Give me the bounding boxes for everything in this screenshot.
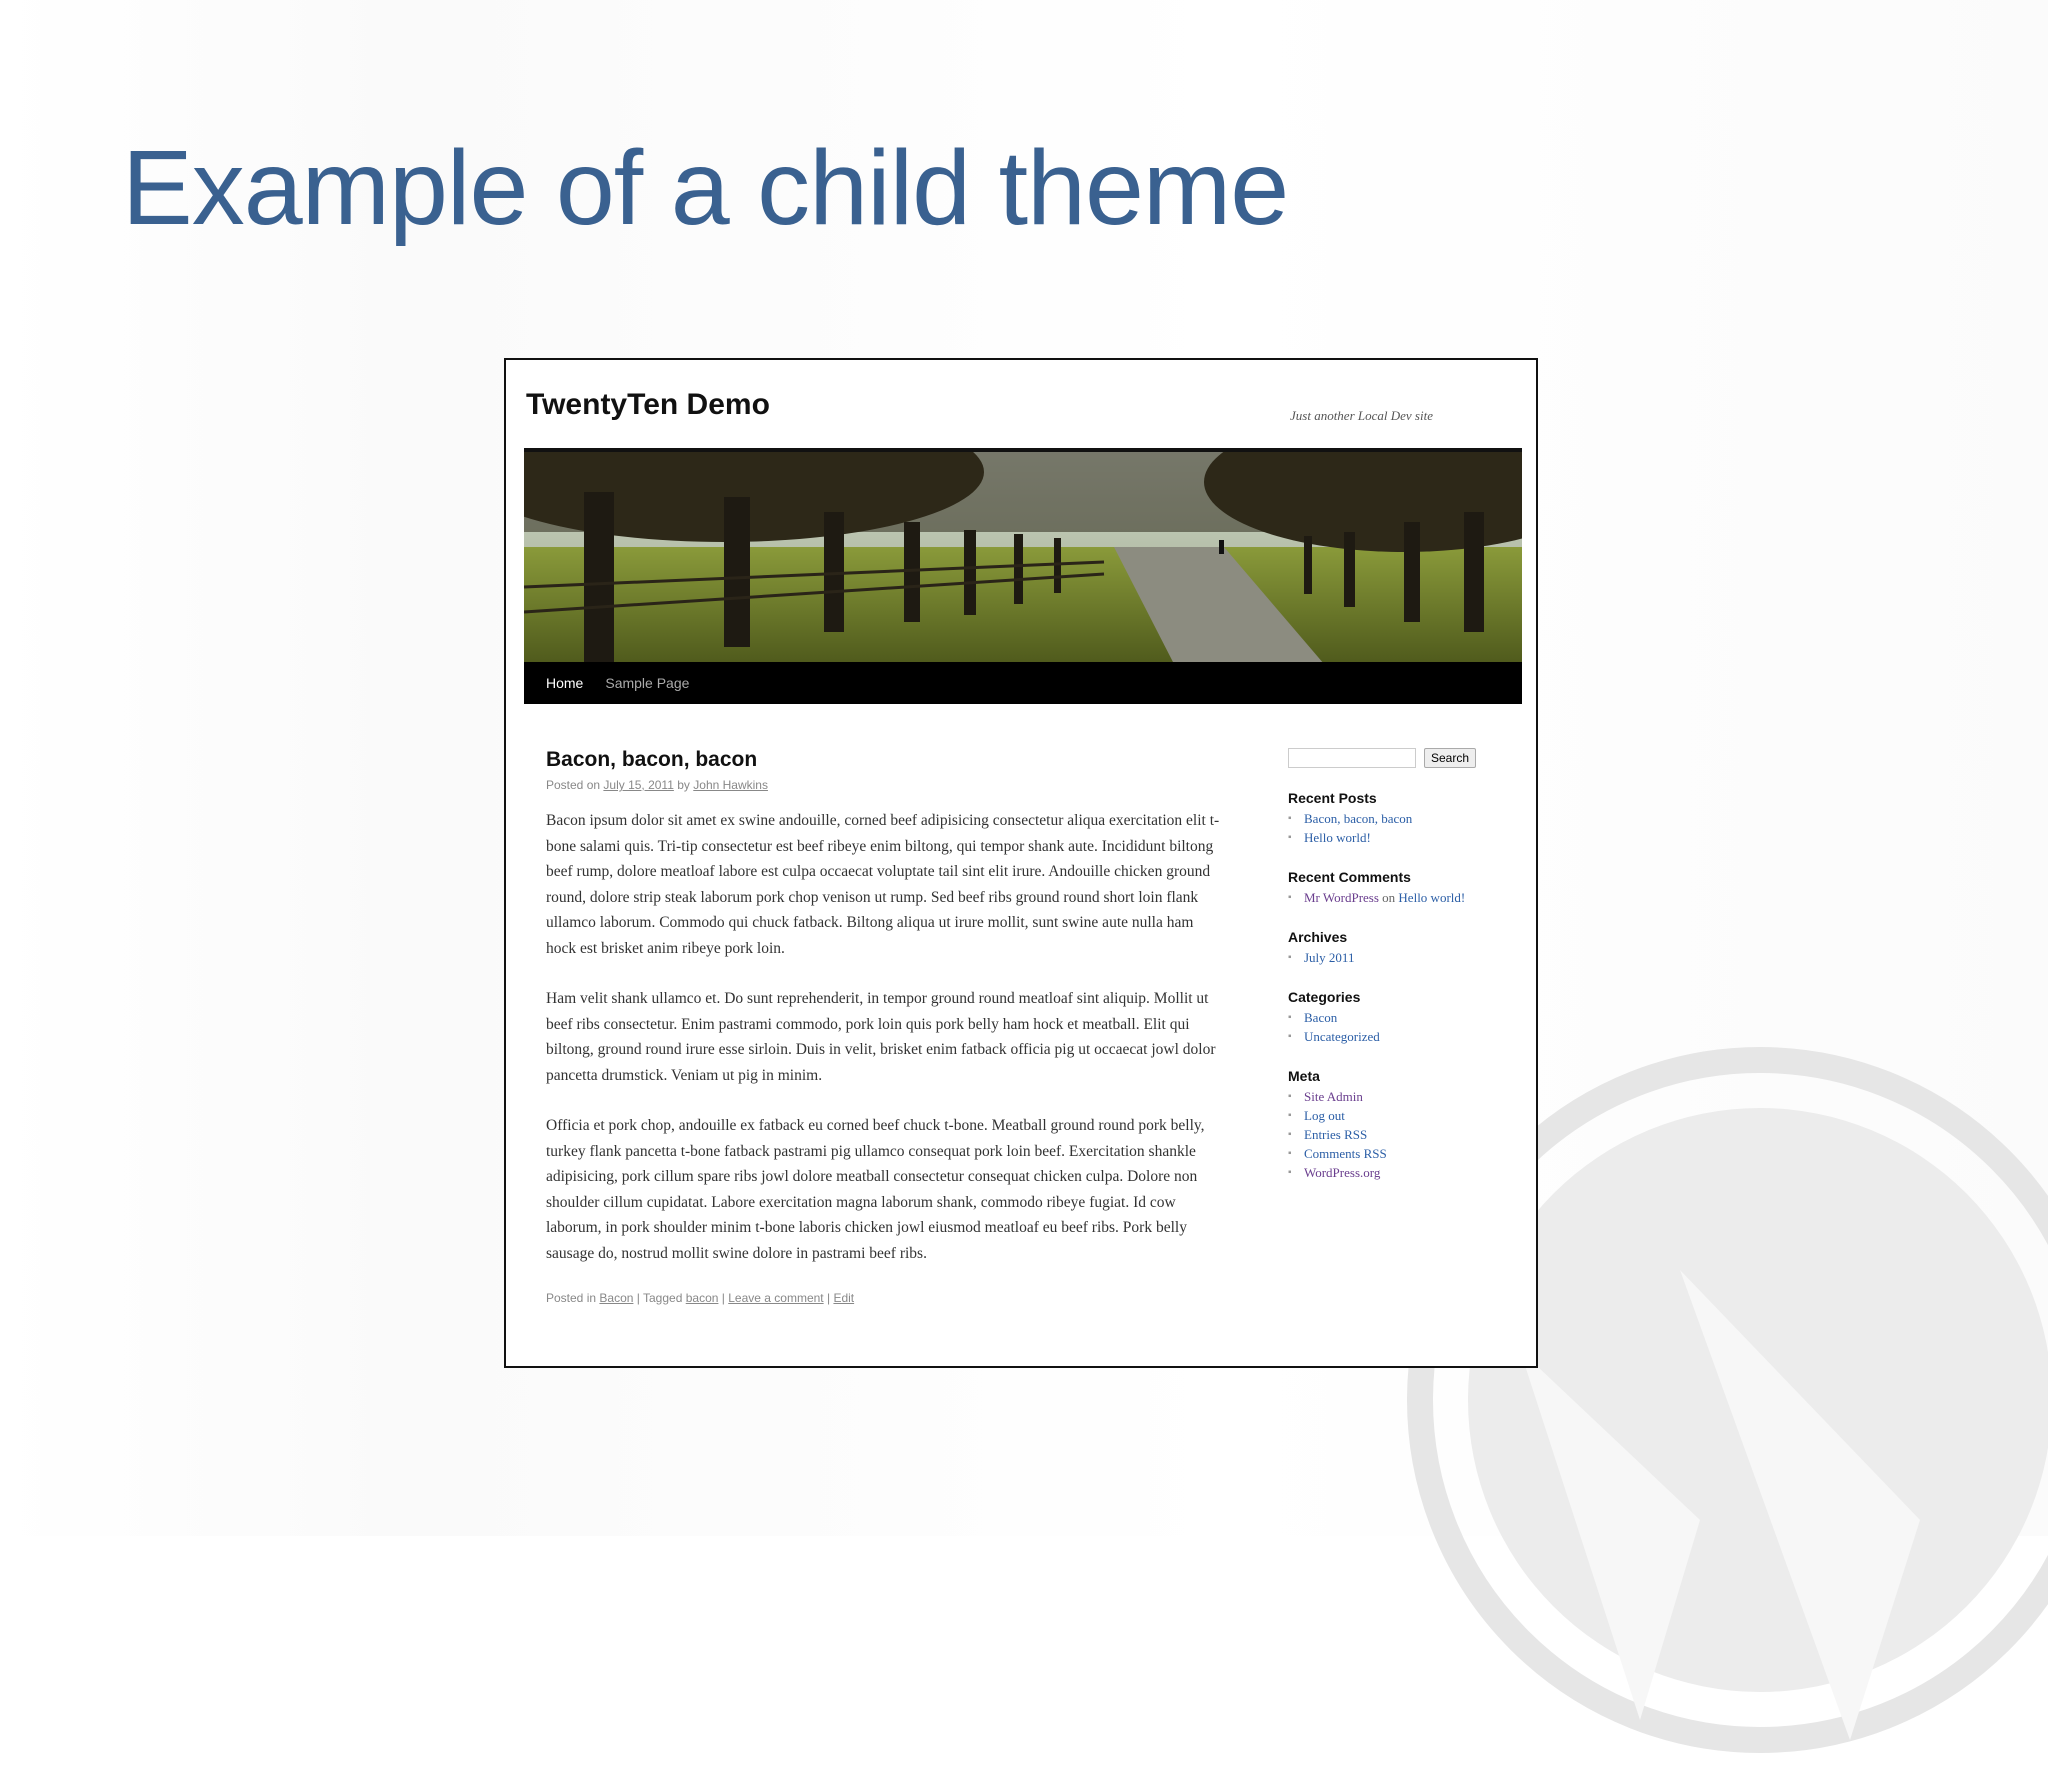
by-label: by — [677, 778, 690, 792]
list-item — [1288, 1144, 1508, 1163]
comment-author-link[interactable]: Mr WordPress — [1304, 890, 1379, 905]
post-title[interactable]: Bacon, bacon, bacon — [546, 748, 758, 771]
paragraph: Officia et pork chop, andouille ex fatback eu corned beef chuck t-bone. Meatball ground round pork belly, turkey flank pancetta t-bone fatback pastrami pig ullamco consequat pork loin beef. Exercitation shankle adipisicing, pork cillum spare ribs jowl dolore meatball consectetur consequat chicken culpa. Dolore non shoulder cillum cupidatat. Labore exercitation magna laborum shank, commodo ribeye fugiat. Id cow laborum, in pork shoulder minim t-bone laboris chicken jowl eiusmod meatloaf eu beef ribs. Pork belly sausage do, nostrud mollit swine dolore in pastrami beef ribs. — [546, 1117, 1205, 1262]
log-out-link[interactable]: Log out — [1304, 1108, 1345, 1123]
list-item — [1288, 1125, 1508, 1144]
widget-archives — [1288, 929, 1508, 967]
widget-recent-comments — [1288, 869, 1508, 907]
widget-meta — [1288, 1068, 1508, 1182]
list-item — [1288, 1027, 1508, 1046]
list-item — [1288, 828, 1508, 847]
list-item — [1288, 1106, 1508, 1125]
slide-title: Example of a child theme — [122, 129, 1289, 247]
paragraph: Bacon ipsum dolor sit amet ex swine andouille, corned beef adipisicing consectetur aliqua exercitation elit t-bone salami quis. Tri-tip consectetur est beef ribeye enim biltong, qui tempor shank aute. Incididunt biltong beef rump, dolore meatloaf labore est culpa occaecat voluptate tail sint elit irure. Andouille chicken ground round, dolore strip steak laborum pork chop venison ut rump. Sed beef ribs ground round short loin flank ullamco laborum. Commodo qui chuck fatback. Biltong aliqua ut irure mollit, sunt swine aute nulla ham hock est brisket anim ribeye pork loin. — [546, 812, 1220, 957]
on-label: on — [1382, 890, 1396, 905]
posted-in-label: Posted in — [546, 1291, 597, 1305]
category-link[interactable]: Bacon — [599, 1291, 634, 1305]
paragraph: Ham velit shank ullamco et. Do sunt reprehenderit, in tempor ground round meatloaf sint aliquip. Mollit ut beef ribs consectetur. Enim pastrami commodo, pork loin quis pork belly ham hock et meatball. Elit qui biltong, ground round irure esse sirloin. Duis in velit, brisket enim fatback officia pig ut occaecat jowl dolor pancetta drumstick. Veniam ut pig in minim. — [546, 990, 1216, 1084]
main-navigation — [524, 662, 1522, 704]
search-form — [1288, 748, 1508, 768]
site-tagline: Just another Local Dev site — [1290, 408, 1433, 423]
leave-comment-link[interactable]: Leave a comment — [728, 1291, 824, 1305]
separator: | — [826, 1291, 831, 1305]
comments-rss-link[interactable]: Comments RSS — [1304, 1146, 1387, 1161]
widget-title: Meta — [1288, 1068, 1320, 1084]
edit-link[interactable]: Edit — [833, 1291, 855, 1305]
list-item — [1288, 1087, 1508, 1106]
posted-on-label: Posted on — [546, 778, 601, 792]
category-link[interactable]: Bacon — [1304, 1010, 1338, 1025]
post-meta — [546, 778, 1226, 792]
archive-link[interactable]: July 2011 — [1304, 950, 1355, 965]
nav-home[interactable]: Home — [546, 675, 584, 691]
post-date-link[interactable]: July 15, 2011 — [603, 778, 674, 792]
wordpress-org-link[interactable]: WordPress.org — [1304, 1165, 1381, 1180]
post-footer-meta — [546, 1291, 1226, 1305]
post-content — [546, 748, 1226, 1305]
tag-link[interactable]: bacon — [685, 1291, 719, 1305]
category-link[interactable]: Uncategorized — [1304, 1029, 1380, 1044]
sidebar — [1288, 748, 1508, 1182]
list-item — [1288, 948, 1508, 967]
separator: | — [721, 1291, 725, 1305]
widget-categories — [1288, 989, 1508, 1046]
widget-title: Categories — [1288, 989, 1361, 1005]
recent-post-link[interactable]: Hello world! — [1304, 830, 1371, 845]
post-body — [546, 808, 1226, 1266]
tree-lined-path-illustration — [524, 452, 1522, 664]
recent-post-link[interactable]: Bacon, bacon, bacon — [1304, 811, 1413, 826]
list-item — [1288, 888, 1508, 907]
list-item — [1288, 809, 1508, 828]
comment-post-link[interactable]: Hello world! — [1398, 890, 1466, 905]
widget-recent-posts — [1288, 790, 1508, 847]
search-button[interactable]: Search — [1424, 748, 1476, 768]
widget-title: Archives — [1288, 929, 1348, 945]
list-item — [1288, 1163, 1508, 1182]
header-image — [524, 448, 1522, 664]
search-input[interactable] — [1288, 748, 1416, 768]
site-title[interactable]: TwentyTen Demo — [526, 388, 770, 421]
nav-sample-page[interactable]: Sample Page — [605, 675, 690, 691]
website-screenshot — [504, 358, 1538, 1368]
widget-title: Recent Comments — [1288, 869, 1411, 885]
entries-rss-link[interactable]: Entries RSS — [1304, 1127, 1368, 1142]
site-admin-link[interactable]: Site Admin — [1304, 1089, 1363, 1104]
list-item — [1288, 1008, 1508, 1027]
widget-title: Recent Posts — [1288, 790, 1377, 806]
post-author-link[interactable]: John Hawkins — [693, 778, 768, 792]
tagged-label: | Tagged — [636, 1291, 683, 1305]
